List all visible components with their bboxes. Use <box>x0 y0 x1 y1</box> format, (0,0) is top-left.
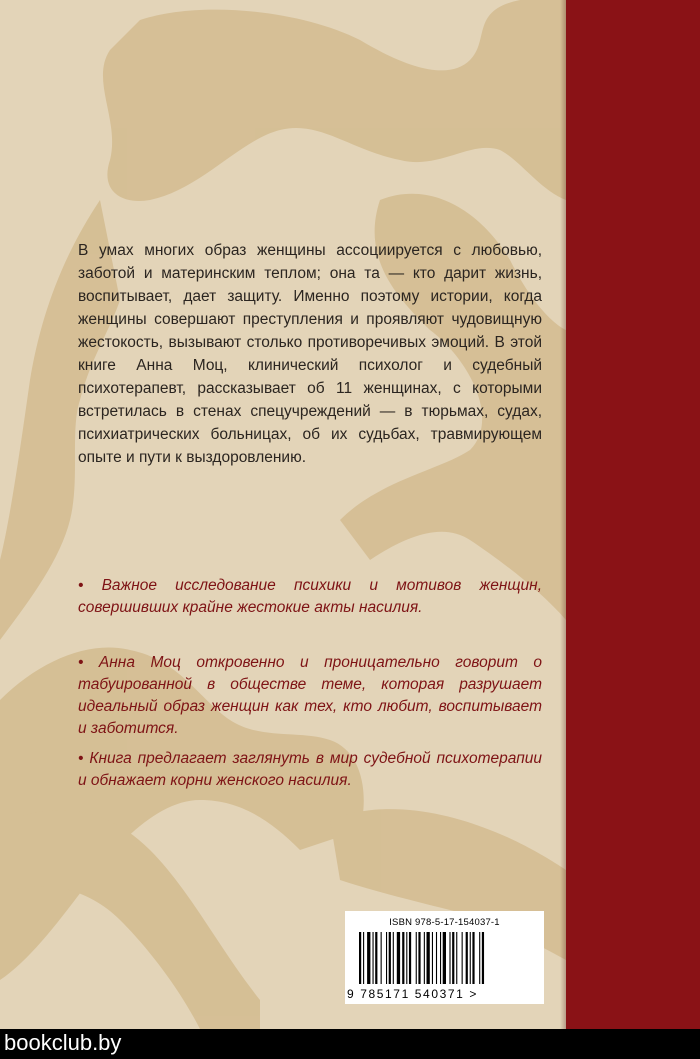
book-description: В умах многих образ женщины ассоциируется с любовью, заботой и материнским теплом; она та — кто дарит жизнь, воспитывает, дает защиту. Именно поэтому истории, когда женщины совершают преступления и проявляют чудовищную жестокость, вызывают столько противоречивых эмоций. В этой книге Анна Моц, клинический психолог и судебный психотерапевт, рассказывает об 11 женщинах, с которыми встретилась в стенах спецучреждений — в тюрьмах, судах, психиатрических больницах, об их судьбах, травмирующем опыте и пути к выздоровлению. <box>78 242 542 466</box>
bullet-point: • Книга предлагает заглянуть в мир судебной психотерапии и обнажает корни женского насилия. <box>78 750 542 789</box>
bullet-point: • Важное исследование психики и мотивов женщин, совершивших крайне жестокие акты насилия. <box>78 577 542 616</box>
site-watermark: bookclub.by <box>4 1030 122 1055</box>
bullet-point: • Анна Моц откровенно и проницательно говорит о табуированной в обществе теме, которая разрушает идеальный образ женщин как тех, кто любит, воспитывает и заботится. <box>78 654 542 737</box>
isbn-label: ISBN 978-5-17-154037-1 <box>389 917 500 928</box>
barcode-icon <box>359 932 531 988</box>
barcode-block <box>345 911 544 1004</box>
book-spine <box>566 0 700 1059</box>
barcode-digits: 9 785171 540371 > <box>347 987 478 1001</box>
